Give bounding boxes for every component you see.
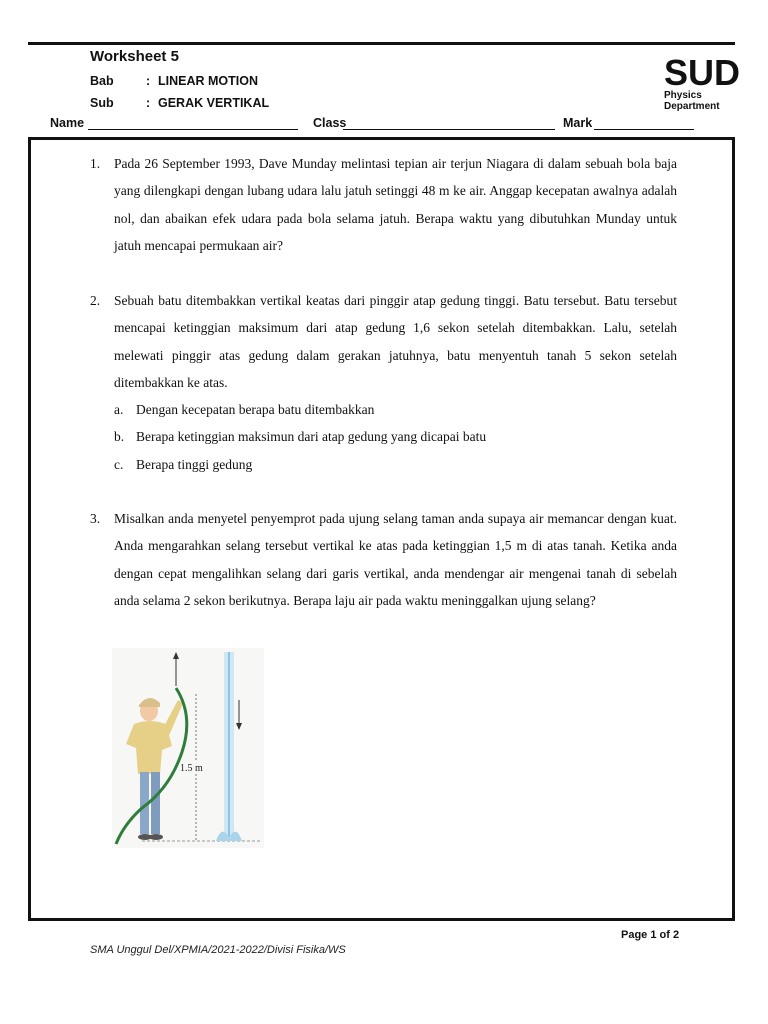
- worksheet-title: Worksheet 5: [90, 48, 179, 65]
- sub-question-a: [114, 396, 677, 423]
- sub-question-text: Dengan kecepatan berapa batu ditembakkan: [136, 402, 375, 418]
- footer-text: SMA Unggul Del/XPMIA/2021-2022/Divisi Fisika/WS: [90, 944, 346, 956]
- sud-logo: [664, 52, 744, 112]
- question-text: Pada 26 September 1993, Dave Munday melintasi tepian air terjun Niagara di dalam sebuah bola baja yang dilengkapi dengan lubang udara lalu jatuh setinggi 48 m ke air. Anggap kecepatan awalnya adalah nol, dan abaikan efek udara pada bola selama jatuh. Berapa waktu yang dibutuhkan Munday untuk jatuh mencapai permukaan air?: [114, 156, 677, 253]
- sub-question-letter: a.: [114, 402, 124, 418]
- question-number: 3.: [90, 511, 101, 526]
- name-blank[interactable]: [88, 129, 298, 130]
- sub-question-text: Berapa tinggi gedung: [136, 456, 253, 472]
- bab-value: LINEAR MOTION: [158, 74, 258, 88]
- sub-question-letter: c.: [114, 456, 124, 472]
- sub-value: GERAK VERTIKAL: [158, 96, 270, 110]
- question-number: 1.: [90, 156, 101, 171]
- sub-row: [90, 96, 269, 110]
- question-number: 2.: [90, 293, 101, 308]
- question-text: Misalkan anda menyetel penyemprot pada ujung selang taman anda supaya air memancar dengan kuat. Anda mengarahkan selang tersebut vertikal ke atas pada ketinggian 1,5 m di atas tanah. Ketika anda dengan cepat mengalihkan selang dari garis vertikal, anda mendengar air mengenai tanah di sebelah anda selama 2 sekon berikutnya. Berapa laju air pada waktu meninggalkan ujung selang?: [114, 511, 677, 608]
- logo-line-1: Physics: [664, 90, 702, 101]
- bab-row: [90, 74, 258, 88]
- question-2: [90, 287, 677, 478]
- sub-label: Sub: [90, 96, 114, 110]
- sub-question-b: [114, 423, 677, 450]
- question-text: Sebuah batu ditembakkan vertikal keatas dari pinggir atap gedung tinggi. Batu tersebut. Batu tersebut mencapai ketinggian maksimum dari atap gedung 1,6 sekon setelah ditembakkan. Lalu, setelah melewati pinggir atas gedung dalam gerakan jatuhnya, batu menyentuh tanah 5 sekon setelah ditembakkan ke atas.: [114, 293, 677, 390]
- sub-question-c: [114, 451, 677, 478]
- mark-blank[interactable]: [594, 129, 694, 130]
- hose-illustration: [112, 648, 264, 848]
- name-label: Name: [50, 116, 85, 130]
- hose-illustration-svg: [112, 648, 264, 848]
- question-3: [90, 505, 677, 614]
- bab-label: Bab: [90, 74, 114, 88]
- sub-question-letter: b.: [114, 429, 125, 445]
- logo-line-2: Department: [664, 101, 720, 112]
- height-label: 1.5 m: [180, 763, 203, 774]
- logo-wordmark: SUD: [664, 52, 741, 93]
- class-label: Class: [313, 116, 347, 130]
- top-rule: [28, 42, 735, 45]
- person-right-leg: [151, 772, 160, 834]
- page-number: Page 1 of 2: [621, 929, 680, 941]
- class-blank[interactable]: [343, 129, 555, 130]
- sub-question-text: Berapa ketinggian maksimun dari atap gedung yang dicapai batu: [136, 429, 487, 445]
- question-1: [90, 150, 677, 259]
- sub-separator: :: [146, 96, 151, 110]
- mark-label: Mark: [563, 116, 593, 130]
- student-fields: [0, 116, 768, 134]
- bab-separator: :: [146, 74, 151, 88]
